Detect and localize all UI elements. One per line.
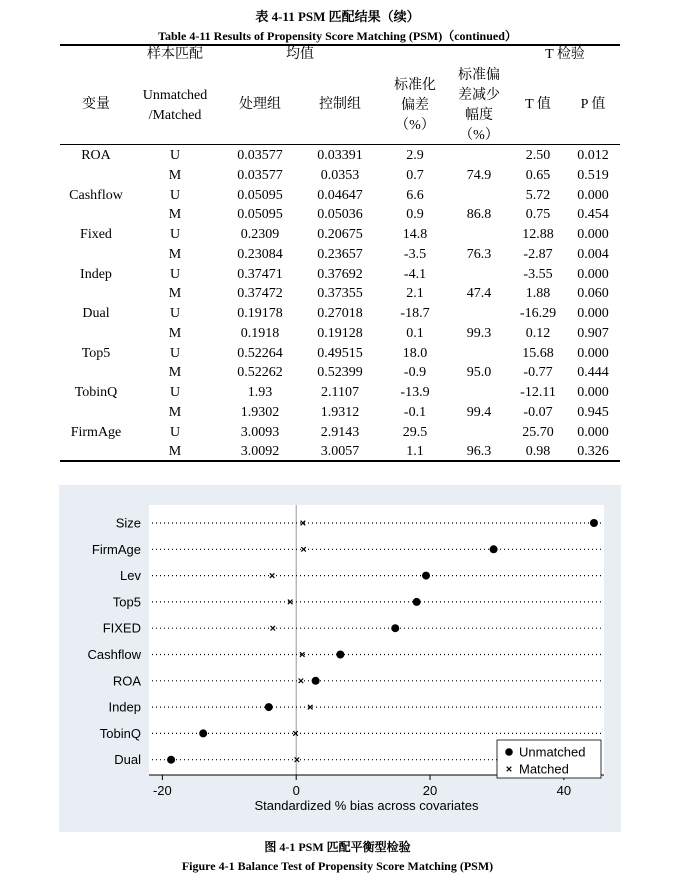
cell-var: TobinQ (74, 385, 118, 400)
cell-treated: 0.1918 (240, 325, 280, 341)
cell-control: 0.03391 (317, 148, 363, 163)
cell-reduct: 95.0 (466, 365, 492, 381)
header-bias-reduction-line1: 标准偏 (458, 68, 500, 83)
cell-p: 0.000 (577, 424, 609, 440)
cell-var: Dual (82, 306, 110, 321)
cell-bias: 0.7 (406, 167, 424, 183)
x-tick-label: -20 (152, 783, 172, 798)
unmatched-point (167, 756, 175, 764)
header-std-bias-line1: 标准化 (394, 78, 436, 93)
header-mean: 均值 (286, 47, 314, 62)
header-control: 控制组 (319, 97, 361, 112)
cell-sample: M (168, 404, 182, 420)
table-caption-en: Table 4-11 Results of Propensity Score Matching (PSM)（continued） (158, 29, 517, 43)
cell-bias: -13.9 (400, 385, 430, 400)
cell-p: 0.000 (577, 345, 609, 361)
header-unmatched-matched (130, 86, 220, 126)
cell-reduct: 99.4 (466, 404, 492, 420)
cell-treated: 1.9302 (240, 404, 280, 420)
cell-bias: -3.5 (403, 246, 427, 262)
cell-treated: 3.0093 (240, 424, 280, 440)
cell-p: 0.945 (577, 404, 609, 420)
cell-t: 15.68 (522, 345, 554, 361)
header-p-value: P 值 (580, 97, 606, 112)
cell-bias: -0.9 (403, 365, 427, 381)
unmatched-point (265, 703, 273, 711)
header-treated: 处理组 (239, 97, 281, 112)
x-tick-label: 20 (422, 783, 438, 798)
figure-caption-cn: 图 4-1 PSM 匹配平衡型检验 (264, 840, 411, 854)
header-unmatched-line1: Unmatched (142, 88, 208, 103)
header-sample-match: 样本匹配 (147, 47, 203, 62)
balance-chart (59, 485, 621, 832)
cell-treated: 0.37471 (237, 266, 283, 282)
cell-t: -16.29 (519, 306, 557, 321)
legend-matched-label: Matched (519, 761, 569, 777)
table-caption-cn: 表 4-11 PSM 匹配结果（续） (255, 9, 420, 24)
category-label: Size (115, 515, 141, 531)
category-label: Top5 (112, 594, 141, 610)
cell-control: 0.37692 (317, 266, 363, 282)
header-std-bias (385, 76, 445, 136)
category-label: Lev (120, 568, 141, 584)
cell-p: 0.012 (577, 148, 609, 163)
cell-p: 0.454 (577, 207, 609, 223)
header-bias-reduction-line4: （%） (459, 128, 499, 143)
cell-p: 0.060 (577, 286, 609, 302)
cell-treated: 0.23084 (237, 246, 283, 262)
x-tick-label: 40 (556, 783, 572, 798)
cell-t: 5.72 (525, 187, 551, 203)
cell-t: 0.75 (525, 207, 551, 223)
cell-p: 0.444 (577, 365, 609, 381)
cell-treated: 0.03577 (237, 167, 283, 183)
cell-bias: 18.0 (402, 345, 428, 361)
plot-area (149, 505, 604, 775)
cell-sample: M (168, 167, 182, 183)
cell-control: 0.37355 (317, 286, 363, 302)
cell-control: 1.9312 (320, 404, 360, 420)
header-t-value: T 值 (525, 97, 551, 112)
cell-treated: 0.19178 (237, 306, 283, 321)
cell-reduct: 86.8 (466, 207, 492, 223)
category-label: Dual (114, 752, 141, 768)
cell-control: 0.19128 (317, 325, 363, 341)
unmatched-point (490, 545, 498, 553)
header-bias-reduction-line2: 差减少 (458, 88, 500, 103)
header-ttest: T 检验 (545, 47, 585, 62)
cell-reduct: 74.9 (466, 167, 492, 183)
cell-sample: U (169, 266, 181, 282)
cell-bias: 1.1 (406, 444, 424, 460)
unmatched-point (336, 651, 344, 659)
cell-t: 25.70 (522, 424, 554, 440)
cell-sample: U (169, 424, 181, 440)
cell-treated: 0.37472 (237, 286, 283, 302)
cell-control: 0.0353 (320, 167, 360, 183)
cell-var: FirmAge (70, 424, 122, 440)
cell-treated: 0.05095 (237, 187, 283, 203)
cell-sample: U (169, 345, 181, 361)
cell-treated: 0.2309 (240, 227, 280, 242)
cell-control: 0.52399 (317, 365, 363, 381)
cell-sample: U (169, 306, 181, 321)
cell-bias: 0.9 (406, 207, 424, 223)
cell-p: 0.000 (577, 187, 609, 203)
cell-reduct: 76.3 (466, 246, 492, 262)
cell-sample: M (168, 325, 182, 341)
cell-reduct: 96.3 (466, 444, 492, 460)
category-label: ROA (112, 673, 141, 689)
cell-t: 2.50 (525, 148, 551, 163)
header-variable: 变量 (82, 97, 110, 112)
legend-unmatched-label: Unmatched (519, 744, 586, 760)
cell-bias: 6.6 (406, 187, 424, 203)
header-bias-reduction (448, 66, 510, 146)
cell-sample: M (168, 207, 182, 223)
cell-treated: 3.0092 (240, 444, 280, 460)
cell-control: 0.27018 (317, 306, 363, 321)
cell-treated: 0.03577 (237, 148, 283, 163)
header-bias-reduction-line3: 幅度 (465, 108, 493, 123)
category-label: FIXED (102, 620, 141, 636)
category-label: Cashflow (87, 647, 141, 662)
cell-control: 0.04647 (317, 187, 363, 203)
cell-p: 0.326 (577, 444, 609, 460)
unmatched-point (391, 624, 399, 632)
cell-bias: 2.1 (406, 286, 424, 302)
unmatched-point (590, 519, 598, 527)
cell-var: Indep (80, 266, 112, 282)
cell-t: -0.07 (523, 404, 553, 420)
cell-var: Top5 (81, 345, 111, 361)
cell-bias: 29.5 (402, 424, 428, 440)
cell-p: 0.000 (577, 385, 609, 400)
x-tick-label: 0 (292, 783, 300, 798)
cell-control: 0.49515 (317, 345, 363, 361)
cell-bias: -0.1 (403, 404, 427, 420)
cell-bias: -18.7 (400, 306, 430, 321)
cell-sample: M (168, 444, 182, 460)
cell-bias: 14.8 (402, 227, 428, 242)
cell-control: 0.23657 (317, 246, 363, 262)
cell-sample: M (168, 246, 182, 262)
balance-figure (59, 485, 621, 832)
cell-p: 0.000 (577, 306, 609, 321)
header-std-bias-line2: 偏差 (401, 98, 429, 113)
cell-p: 0.000 (577, 266, 609, 282)
cell-reduct: 99.3 (466, 325, 492, 341)
cell-p: 0.519 (577, 167, 609, 183)
unmatched-point (413, 598, 421, 606)
cell-var: ROA (81, 148, 111, 163)
cell-control: 3.0057 (320, 444, 360, 460)
cell-t: 0.12 (525, 325, 551, 341)
cell-t: 1.88 (525, 286, 551, 302)
cell-sample: U (169, 385, 181, 400)
cell-reduct: 47.4 (466, 286, 492, 302)
unmatched-point (312, 677, 320, 685)
header-unmatched-line2: /Matched (148, 108, 202, 123)
cell-t: -0.77 (523, 365, 553, 381)
unmatched-point (199, 729, 207, 737)
unmatched-point (422, 572, 430, 580)
cell-p: 0.000 (577, 227, 609, 242)
cell-var: Cashflow (69, 187, 123, 203)
table-header-rule (60, 144, 620, 145)
cell-t: 0.98 (525, 444, 551, 460)
cell-t: -2.87 (523, 246, 553, 262)
cell-bias: 2.9 (406, 148, 424, 163)
cell-bias: 0.1 (406, 325, 424, 341)
cell-p: 0.004 (577, 246, 609, 262)
cell-control: 0.05036 (317, 207, 363, 223)
cell-control: 2.9143 (320, 424, 360, 440)
cell-t: -12.11 (520, 385, 556, 400)
cell-sample: U (169, 187, 181, 203)
figure-caption-en: Figure 4-1 Balance Test of Propensity Score Matching (PSM) (181, 859, 494, 873)
cell-treated: 0.05095 (237, 207, 283, 223)
cell-control: 0.20675 (317, 227, 363, 242)
legend-unmatched-marker (505, 748, 513, 756)
category-label: TobinQ (99, 725, 141, 741)
cell-t: 12.88 (522, 227, 554, 242)
category-label: Indep (108, 699, 141, 715)
cell-sample: U (169, 227, 181, 242)
category-label: FirmAge (91, 541, 141, 557)
cell-t: 0.65 (525, 167, 551, 183)
cell-treated: 0.52264 (237, 345, 283, 361)
cell-sample: U (169, 148, 181, 163)
header-std-bias-line3: （%） (395, 118, 435, 133)
cell-var: Fixed (80, 227, 112, 242)
cell-bias: -4.1 (403, 266, 427, 282)
cell-treated: 1.93 (247, 385, 273, 400)
cell-p: 0.907 (577, 325, 609, 341)
cell-sample: M (168, 365, 182, 381)
x-axis-title: Standardized % bias across covariates (254, 798, 479, 813)
cell-control: 2.1107 (321, 385, 359, 400)
cell-t: -3.55 (523, 266, 553, 282)
cell-treated: 0.52262 (237, 365, 283, 381)
cell-sample: M (168, 286, 182, 302)
